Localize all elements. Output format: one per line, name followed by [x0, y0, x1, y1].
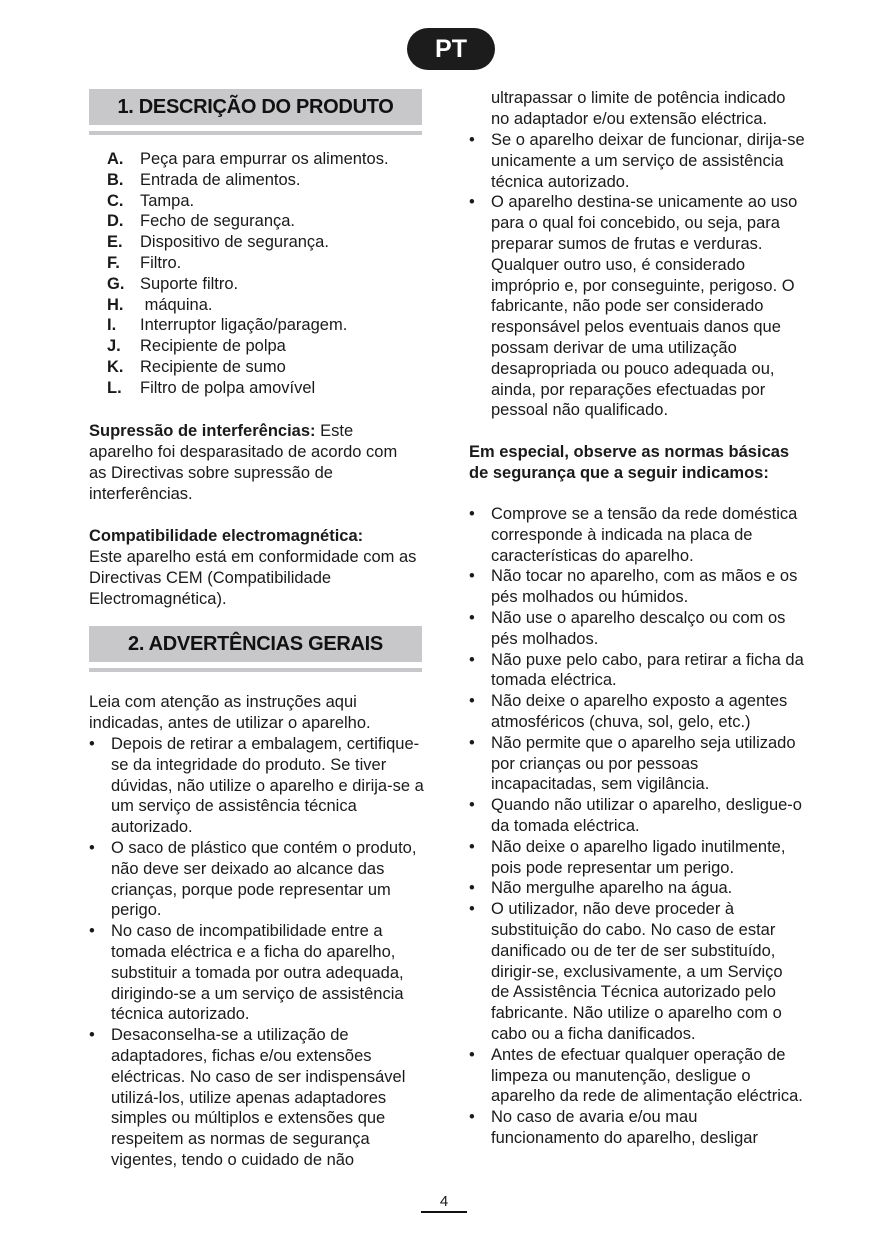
interference-text: Este aparelho foi desparasitado de acordo com as Directivas sobre supressão de interferências. [89, 422, 398, 503]
part-label: Dispositivo de segurança. [140, 233, 329, 252]
bullet-text: Não mergulhe aparelho na água. [491, 879, 733, 898]
right-bullet-list-bottom [469, 504, 805, 1149]
part-key: D. [107, 212, 124, 231]
bullet-text: Não use o aparelho descalço ou com os pés molhados. [491, 608, 786, 648]
bullet-item [469, 566, 805, 608]
bullet-icon: • [89, 1026, 95, 1045]
part-key: G. [107, 274, 125, 293]
part-item [107, 378, 389, 399]
right-bullet-list-top [469, 130, 805, 421]
bullet-icon: • [469, 1108, 475, 1127]
bullet-item [469, 899, 805, 1045]
bullet-text: No caso de incompatibilidade entre a tomada eléctrica e a ficha do aparelho, substituir a tomada por outra adequada, dirigindo-se a um serviço de assistência técnica autorizado. [111, 922, 404, 1024]
emc-text: Este aparelho está em conformidade com as Directivas CEM (Compatibilidade Electromagnética). [89, 548, 417, 608]
bullet-icon: • [469, 650, 475, 669]
part-item [107, 149, 389, 170]
bullet-icon: • [89, 922, 95, 941]
bullet-icon: • [469, 733, 475, 752]
bullet-text: No caso de avaria e/ou mau funcionamento do aparelho, desligar [491, 1108, 758, 1147]
part-item [107, 191, 389, 212]
bullet-text: O saco de plástico que contém o produto, não deve ser deixado ao alcance das crianças, porque pode representar um perigo. [111, 838, 417, 920]
part-item [107, 232, 389, 253]
bullet-icon: • [89, 838, 95, 857]
bullet-icon: • [469, 131, 475, 149]
part-item [107, 253, 389, 274]
part-item [107, 315, 389, 336]
section2-rule [89, 668, 422, 672]
part-label: Recipiente de sumo [140, 357, 286, 376]
bullet-item [469, 1045, 805, 1107]
bullet-text: O aparelho destina-se unicamente ao uso para o qual foi concebido, ou seja, para preparar sumos de frutas e verduras. Qualquer outro uso, é considerado impróprio e, por conseguinte, perigoso. O fabricante, não pode ser considerado responsável pelos eventuais danos que possam derivar de uma utilização desapropriada ou pouco adequada ou, ainda, por reparações efectuadas por pessoal não qualificado. [491, 193, 798, 420]
bullet-item [469, 608, 805, 650]
part-label: Entrada de alimentos. [140, 170, 301, 189]
bullet-text: Não tocar no aparelho, com as mãos e os pés molhados ou húmidos. [491, 567, 798, 607]
bullet-text: Não deixe o aparelho ligado inutilmente, pois pode representar um perigo. [491, 837, 786, 877]
part-key: A. [107, 150, 124, 168]
bullet-text: Quando não utilizar o aparelho, desligue-o da tomada eléctrica. [491, 796, 802, 835]
bullet-text: Não deixe o aparelho exposto a agentes atmosféricos (chuva, sol, gelo, etc.) [491, 692, 788, 731]
part-label: Peça para empurrar os alimentos. [140, 150, 389, 168]
interference-title: Supressão de interferências: [89, 422, 316, 440]
bullet-icon: • [469, 692, 475, 711]
bullet-item [469, 795, 805, 837]
part-key: H. [107, 295, 124, 314]
bullet-item [469, 878, 805, 899]
bullet-icon: • [89, 735, 95, 753]
bullet-icon: • [469, 567, 475, 586]
part-key: I. [107, 316, 117, 335]
bullet-item [469, 691, 805, 733]
bullet-icon: • [469, 837, 475, 856]
bullet-icon: • [469, 193, 475, 212]
bullet-text: Não permite que o aparelho seja utilizado por crianças ou por pessoas incapacitadas, sem vigilância. [491, 733, 796, 794]
bullet-item [469, 504, 805, 566]
emc-title: Compatibilidade electromagnética: [89, 527, 364, 545]
section2-title: 2. ADVERTÊNCIAS GERAIS [89, 626, 422, 662]
section2-intro: Leia com atenção as instruções aqui indicadas, antes de utilizar o aparelho. [89, 693, 371, 732]
bullet-item [469, 837, 805, 879]
part-label: Filtro de polpa amovível [140, 378, 316, 397]
part-item [107, 295, 389, 316]
part-label: Recipiente de polpa [140, 337, 286, 356]
bullet-text: Comprove se a tensão da rede doméstica corresponde à indicada na placa de características do aparelho. [491, 505, 798, 565]
bullet-item [469, 1107, 805, 1149]
section1-rule [89, 131, 422, 135]
bullet-icon: • [469, 608, 475, 627]
part-label: Tampa. [140, 191, 195, 210]
bullet-icon: • [469, 879, 475, 898]
part-key: J. [107, 337, 121, 356]
page-number: 4 [421, 1193, 467, 1213]
part-key: F. [107, 253, 120, 272]
bullet-item [89, 734, 424, 838]
bullet-item [469, 192, 805, 421]
bullet-text: Não puxe pelo cabo, para retirar a ficha da tomada eléctrica. [491, 650, 804, 690]
special-heading: Em especial, observe as normas básicas de segurança que a seguir indicamos: [469, 443, 790, 482]
left-bullet-list [89, 734, 424, 1171]
bullet-text: Desaconselha-se a utilização de adaptadores, fichas e/ou extensões eléctricas. No caso de ser indispensável utilizá-los, utilize apenas adaptadores simples ou múltiplos e extensões que respeitem as normas de segurança vigentes, tendo o cuidado de não [111, 1026, 406, 1169]
bullet-item [89, 921, 424, 1025]
part-key: K. [107, 357, 124, 376]
bullet-icon: • [469, 1045, 475, 1064]
bullet-text: Se o aparelho deixar de funcionar, dirija-se unicamente a um serviço de assistência técnica autorizado. [491, 131, 805, 191]
part-key: B. [107, 170, 124, 189]
part-label: Fecho de segurança. [140, 212, 296, 231]
interference-paragraph [89, 421, 409, 505]
bullet-item [469, 650, 805, 692]
right-continuation-text: ultrapassar o limite de potência indicado no adaptador e/ou extensão eléctrica. [491, 89, 786, 128]
bullet-text: Depois de retirar a embalagem, certifique-se da integridade do produto. Se tiver dúvidas, não utilize o aparelho e dirija-se a um serviço de assistência técnica autorizado. [111, 735, 424, 837]
language-badge: PT [407, 28, 495, 70]
bullet-icon: • [469, 796, 475, 815]
part-item [107, 336, 389, 357]
part-key: C. [107, 191, 124, 210]
bullet-item [469, 130, 805, 192]
parts-list [107, 149, 389, 399]
bullet-icon: • [469, 505, 475, 523]
part-label: máquina. [140, 295, 213, 314]
part-item [107, 357, 389, 378]
bullet-text: Antes de efectuar qualquer operação de limpeza ou manutenção, desligue o aparelho da rede de alimentação eléctrica. [491, 1045, 803, 1106]
bullet-icon: • [469, 900, 475, 919]
bullet-item [469, 733, 805, 795]
part-label: Interruptor ligação/paragem. [140, 316, 348, 335]
part-label: Suporte filtro. [140, 274, 239, 293]
part-key: E. [107, 233, 123, 252]
part-item [107, 170, 389, 191]
part-item [107, 211, 389, 232]
bullet-text: O utilizador, não deve proceder à substituição do cabo. No caso de estar danificado ou de ter de ser substituído, dirigir-se, exclusivamente, a um Serviço de Assistência Técnica autorizado pelo fabricante. Não utilize o aparelho com o cabo ou a ficha danificados. [491, 900, 783, 1043]
emc-paragraph [89, 526, 419, 610]
part-key: L. [107, 378, 122, 397]
part-label: Filtro. [140, 253, 182, 272]
part-item [107, 274, 389, 295]
section1-title: 1. DESCRIÇÃO DO PRODUTO [89, 89, 422, 125]
bullet-item [89, 838, 424, 921]
bullet-item [89, 1025, 424, 1171]
